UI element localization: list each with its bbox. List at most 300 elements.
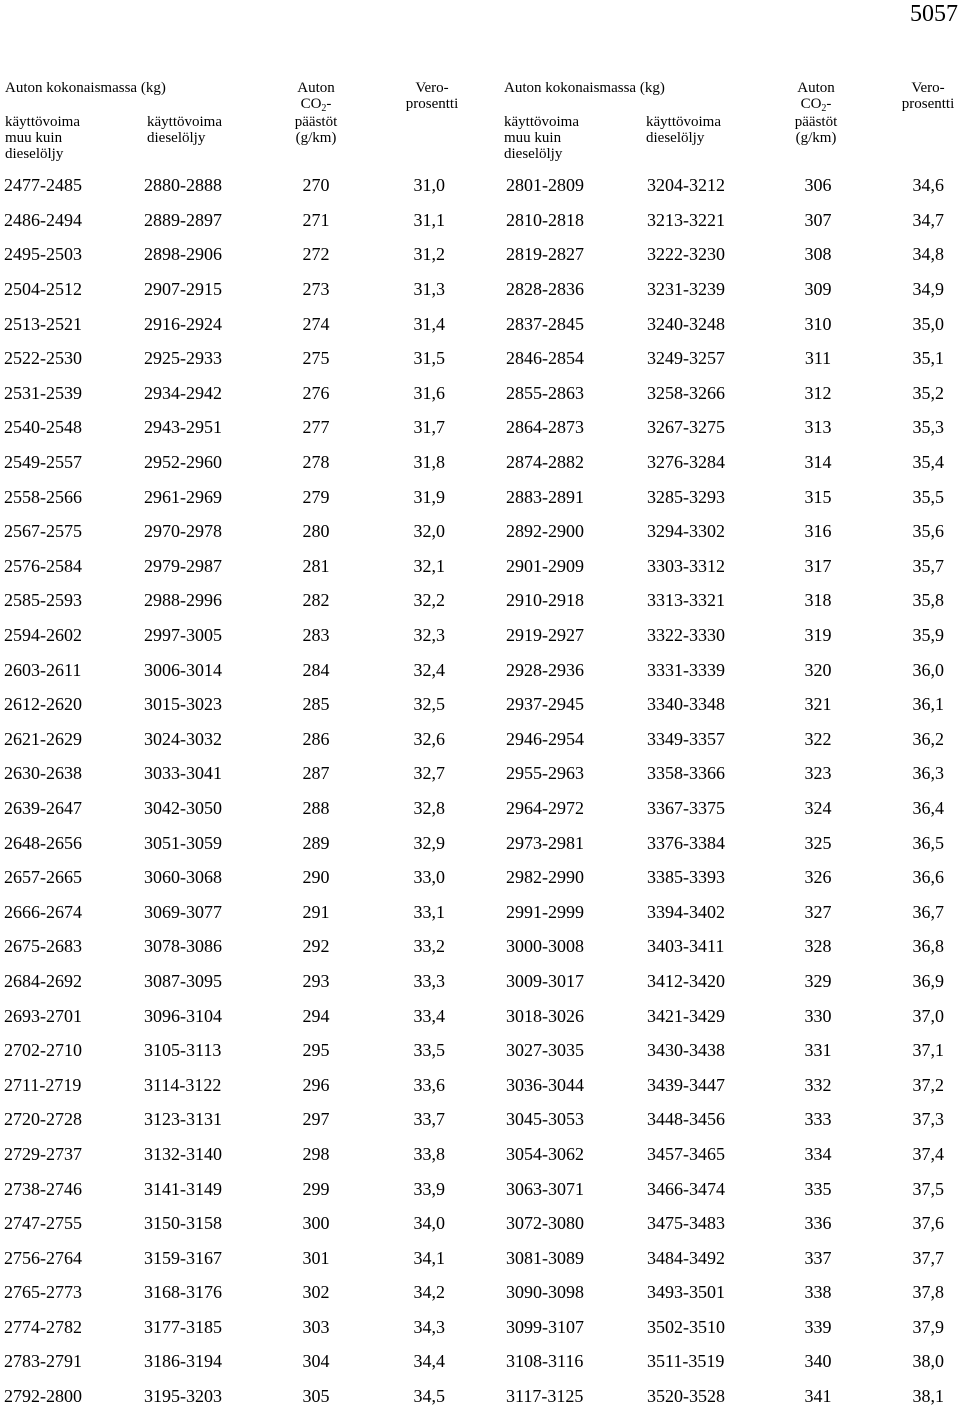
cell-tax-rate-right: 37,4 bbox=[912, 1143, 944, 1164]
cell-mass-other-right: 2919-2927 bbox=[506, 625, 584, 646]
table-row bbox=[0, 237, 960, 272]
cell-tax-rate-right: 34,8 bbox=[912, 244, 944, 265]
cell-mass-diesel-right: 3502-3510 bbox=[647, 1316, 725, 1337]
cell-tax-rate-left: 31,2 bbox=[413, 244, 445, 265]
cell-mass-other-right: 3099-3107 bbox=[506, 1316, 584, 1337]
cell-tax-rate-right: 35,8 bbox=[912, 590, 944, 611]
header-mass-group-left: Auton kokonaismassa (kg) bbox=[5, 80, 166, 96]
cell-co2-right: 329 bbox=[804, 970, 832, 991]
cell-co2-right: 337 bbox=[804, 1247, 832, 1268]
cell-mass-other-left: 2675-2683 bbox=[4, 936, 82, 957]
column-gap bbox=[452, 756, 502, 791]
cell-mass-diesel-left: 3078-3086 bbox=[144, 936, 222, 957]
cell-co2-left: 276 bbox=[302, 382, 330, 403]
cell-mass-other-right: 3009-3017 bbox=[506, 970, 584, 991]
table-row bbox=[0, 203, 960, 238]
table-row bbox=[0, 618, 960, 653]
table-row bbox=[0, 998, 960, 1033]
column-gap bbox=[452, 618, 502, 653]
cell-mass-other-right: 3045-3053 bbox=[506, 1109, 584, 1130]
table-row bbox=[0, 1240, 960, 1275]
cell-co2-right: 341 bbox=[804, 1386, 832, 1407]
cell-tax-rate-right: 37,6 bbox=[912, 1213, 944, 1234]
tax-rate-table bbox=[0, 168, 960, 1413]
cell-tax-rate-right: 35,2 bbox=[912, 382, 944, 403]
cell-mass-other-left: 2540-2548 bbox=[4, 417, 82, 438]
column-gap bbox=[452, 860, 502, 895]
cell-mass-other-left: 2648-2656 bbox=[4, 832, 82, 853]
cell-mass-diesel-right: 3421-3429 bbox=[647, 1005, 725, 1026]
cell-tax-rate-left: 33,6 bbox=[413, 1074, 445, 1095]
cell-mass-diesel-left: 3051-3059 bbox=[144, 832, 222, 853]
cell-mass-diesel-left: 2952-2960 bbox=[144, 452, 222, 473]
cell-mass-other-left: 2729-2737 bbox=[4, 1143, 82, 1164]
cell-mass-diesel-left: 3114-3122 bbox=[144, 1074, 222, 1095]
cell-mass-diesel-left: 3006-3014 bbox=[144, 659, 222, 680]
cell-tax-rate-left: 33,7 bbox=[413, 1109, 445, 1130]
cell-mass-diesel-right: 3511-3519 bbox=[647, 1351, 725, 1372]
cell-tax-rate-right: 36,3 bbox=[912, 763, 944, 784]
column-gap bbox=[452, 1206, 502, 1241]
cell-mass-other-left: 2495-2503 bbox=[4, 244, 82, 265]
cell-tax-rate-left: 31,8 bbox=[413, 452, 445, 473]
cell-mass-diesel-right: 3367-3375 bbox=[647, 797, 725, 818]
cell-tax-rate-left: 32,9 bbox=[413, 832, 445, 853]
cell-tax-rate-right: 37,8 bbox=[912, 1282, 944, 1303]
column-gap bbox=[452, 376, 502, 411]
cell-tax-rate-left: 31,3 bbox=[413, 279, 445, 300]
cell-mass-diesel-right: 3240-3248 bbox=[647, 313, 725, 334]
cell-tax-rate-left: 31,5 bbox=[413, 348, 445, 369]
cell-mass-other-right: 2810-2818 bbox=[506, 209, 584, 230]
cell-mass-other-left: 2783-2791 bbox=[4, 1351, 82, 1372]
cell-mass-diesel-right: 3213-3221 bbox=[647, 209, 725, 230]
cell-mass-diesel-left: 3069-3077 bbox=[144, 901, 222, 922]
cell-tax-rate-left: 34,4 bbox=[413, 1351, 445, 1372]
column-gap bbox=[452, 1137, 502, 1172]
cell-co2-right: 316 bbox=[804, 521, 832, 542]
cell-mass-other-right: 2883-2891 bbox=[506, 486, 584, 507]
cell-tax-rate-right: 37,3 bbox=[912, 1109, 944, 1130]
column-gap bbox=[452, 1102, 502, 1137]
cell-tax-rate-right: 35,9 bbox=[912, 625, 944, 646]
cell-co2-left: 292 bbox=[302, 936, 330, 957]
cell-mass-other-right: 2892-2900 bbox=[506, 521, 584, 542]
cell-tax-rate-right: 36,2 bbox=[912, 728, 944, 749]
cell-co2-right: 306 bbox=[804, 175, 832, 196]
cell-mass-diesel-left: 3060-3068 bbox=[144, 867, 222, 888]
cell-mass-other-right: 2910-2918 bbox=[506, 590, 584, 611]
cell-tax-rate-left: 34,2 bbox=[413, 1282, 445, 1303]
table-row bbox=[0, 1171, 960, 1206]
header-co2-right: Auton $CO_2-$ päästöt (g/km) bbox=[794, 80, 838, 146]
cell-mass-diesel-right: 3394-3402 bbox=[647, 901, 725, 922]
cell-tax-rate-right: 35,4 bbox=[912, 452, 944, 473]
cell-mass-other-left: 2693-2701 bbox=[4, 1005, 82, 1026]
table-row bbox=[0, 1137, 960, 1172]
cell-mass-diesel-right: 3258-3266 bbox=[647, 382, 725, 403]
cell-co2-right: 315 bbox=[804, 486, 832, 507]
cell-co2-right: 314 bbox=[804, 452, 832, 473]
table-row bbox=[0, 652, 960, 687]
cell-mass-diesel-right: 3340-3348 bbox=[647, 694, 725, 715]
cell-mass-other-left: 2657-2665 bbox=[4, 867, 82, 888]
cell-mass-diesel-right: 3520-3528 bbox=[647, 1386, 725, 1407]
table-row bbox=[0, 341, 960, 376]
header-diesel-left: käyttövoima dieselöljy bbox=[147, 114, 222, 146]
cell-co2-right: 312 bbox=[804, 382, 832, 403]
cell-mass-other-right: 3018-3026 bbox=[506, 1005, 584, 1026]
table-row bbox=[0, 272, 960, 307]
cell-mass-other-left: 2549-2557 bbox=[4, 452, 82, 473]
cell-mass-diesel-left: 2943-2951 bbox=[144, 417, 222, 438]
cell-co2-right: 332 bbox=[804, 1074, 832, 1095]
cell-co2-left: 300 bbox=[302, 1213, 330, 1234]
cell-co2-left: 271 bbox=[302, 209, 330, 230]
cell-mass-diesel-right: 3448-3456 bbox=[647, 1109, 725, 1130]
cell-mass-other-left: 2594-2602 bbox=[4, 625, 82, 646]
cell-tax-rate-left: 32,6 bbox=[413, 728, 445, 749]
cell-mass-diesel-right: 3484-3492 bbox=[647, 1247, 725, 1268]
cell-mass-other-right: 3108-3116 bbox=[506, 1351, 584, 1372]
column-gap bbox=[452, 791, 502, 826]
cell-mass-other-right: 2864-2873 bbox=[506, 417, 584, 438]
header-mass-group-right: Auton kokonaismassa (kg) bbox=[504, 80, 665, 96]
table-row bbox=[0, 687, 960, 722]
cell-mass-diesel-right: 3231-3239 bbox=[647, 279, 725, 300]
cell-mass-diesel-right: 3349-3357 bbox=[647, 728, 725, 749]
cell-mass-other-left: 2603-2611 bbox=[4, 659, 82, 680]
cell-mass-diesel-left: 3150-3158 bbox=[144, 1213, 222, 1234]
cell-tax-rate-left: 33,3 bbox=[413, 970, 445, 991]
cell-mass-diesel-right: 3331-3339 bbox=[647, 659, 725, 680]
cell-mass-diesel-right: 3403-3411 bbox=[647, 936, 725, 957]
cell-mass-other-left: 2684-2692 bbox=[4, 970, 82, 991]
page-number: 5057 bbox=[910, 1, 958, 27]
column-gap bbox=[452, 168, 502, 203]
cell-mass-diesel-left: 3105-3113 bbox=[144, 1040, 222, 1061]
cell-mass-other-left: 2702-2710 bbox=[4, 1040, 82, 1061]
cell-co2-right: 313 bbox=[804, 417, 832, 438]
column-gap bbox=[452, 203, 502, 238]
cell-co2-right: 321 bbox=[804, 694, 832, 715]
cell-mass-other-right: 2837-2845 bbox=[506, 313, 584, 334]
cell-mass-other-left: 2504-2512 bbox=[4, 279, 82, 300]
cell-tax-rate-left: 33,9 bbox=[413, 1178, 445, 1199]
column-gap bbox=[452, 1310, 502, 1345]
column-gap bbox=[452, 652, 502, 687]
cell-mass-diesel-left: 2961-2969 bbox=[144, 486, 222, 507]
cell-co2-left: 286 bbox=[302, 728, 330, 749]
cell-co2-left: 293 bbox=[302, 970, 330, 991]
cell-co2-right: 334 bbox=[804, 1143, 832, 1164]
cell-mass-diesel-right: 3276-3284 bbox=[647, 452, 725, 473]
column-gap bbox=[452, 964, 502, 999]
cell-mass-other-right: 2937-2945 bbox=[506, 694, 584, 715]
table-body bbox=[0, 168, 960, 1413]
column-gap bbox=[452, 341, 502, 376]
cell-co2-left: 304 bbox=[302, 1351, 330, 1372]
header-other-fuel-right: käyttövoima muu kuin dieselöljy bbox=[504, 114, 579, 162]
table-row bbox=[0, 860, 960, 895]
column-gap bbox=[452, 1240, 502, 1275]
header-co2-left: Auton $CO_2-$ päästöt (g/km) bbox=[294, 80, 338, 146]
cell-co2-right: 335 bbox=[804, 1178, 832, 1199]
column-gap bbox=[452, 306, 502, 341]
cell-mass-diesel-left: 2925-2933 bbox=[144, 348, 222, 369]
cell-co2-left: 297 bbox=[302, 1109, 330, 1130]
cell-mass-other-right: 3117-3125 bbox=[506, 1386, 584, 1407]
cell-tax-rate-left: 32,7 bbox=[413, 763, 445, 784]
cell-mass-diesel-left: 2934-2942 bbox=[144, 382, 222, 403]
cell-mass-other-left: 2522-2530 bbox=[4, 348, 82, 369]
cell-tax-rate-left: 33,5 bbox=[413, 1040, 445, 1061]
cell-mass-other-right: 2973-2981 bbox=[506, 832, 584, 853]
cell-mass-other-left: 2738-2746 bbox=[4, 1178, 82, 1199]
cell-co2-left: 289 bbox=[302, 832, 330, 853]
cell-tax-rate-right: 35,7 bbox=[912, 555, 944, 576]
cell-co2-left: 275 bbox=[302, 348, 330, 369]
cell-mass-other-right: 3027-3035 bbox=[506, 1040, 584, 1061]
cell-mass-other-right: 2874-2882 bbox=[506, 452, 584, 473]
cell-mass-diesel-right: 3303-3312 bbox=[647, 555, 725, 576]
column-gap bbox=[452, 1033, 502, 1068]
table-row bbox=[0, 1067, 960, 1102]
column-gap bbox=[452, 1379, 502, 1413]
cell-mass-diesel-left: 2970-2978 bbox=[144, 521, 222, 542]
column-gap bbox=[452, 687, 502, 722]
cell-co2-left: 282 bbox=[302, 590, 330, 611]
cell-tax-rate-left: 31,4 bbox=[413, 313, 445, 334]
cell-mass-other-right: 2928-2936 bbox=[506, 659, 584, 680]
cell-tax-rate-left: 31,9 bbox=[413, 486, 445, 507]
cell-co2-left: 283 bbox=[302, 625, 330, 646]
cell-tax-rate-left: 32,2 bbox=[413, 590, 445, 611]
cell-tax-rate-left: 31,6 bbox=[413, 382, 445, 403]
cell-mass-other-right: 2846-2854 bbox=[506, 348, 584, 369]
cell-mass-other-left: 2630-2638 bbox=[4, 763, 82, 784]
table-row bbox=[0, 929, 960, 964]
cell-co2-left: 273 bbox=[302, 279, 330, 300]
table-row bbox=[0, 722, 960, 757]
cell-mass-diesel-left: 2997-3005 bbox=[144, 625, 222, 646]
cell-tax-rate-left: 33,8 bbox=[413, 1143, 445, 1164]
cell-mass-other-right: 2955-2963 bbox=[506, 763, 584, 784]
cell-tax-rate-right: 35,5 bbox=[912, 486, 944, 507]
cell-mass-diesel-right: 3358-3366 bbox=[647, 763, 725, 784]
table-row bbox=[0, 479, 960, 514]
cell-mass-diesel-left: 3096-3104 bbox=[144, 1005, 222, 1026]
cell-co2-left: 280 bbox=[302, 521, 330, 542]
table-row bbox=[0, 306, 960, 341]
cell-mass-other-right: 2946-2954 bbox=[506, 728, 584, 749]
cell-co2-left: 278 bbox=[302, 452, 330, 473]
cell-mass-other-left: 2558-2566 bbox=[4, 486, 82, 507]
cell-tax-rate-right: 34,6 bbox=[912, 175, 944, 196]
cell-tax-rate-left: 32,4 bbox=[413, 659, 445, 680]
table-row bbox=[0, 964, 960, 999]
column-gap bbox=[452, 722, 502, 757]
table-row bbox=[0, 168, 960, 203]
cell-tax-rate-left: 33,1 bbox=[413, 901, 445, 922]
cell-mass-diesel-right: 3313-3321 bbox=[647, 590, 725, 611]
cell-co2-right: 330 bbox=[804, 1005, 832, 1026]
column-gap bbox=[452, 825, 502, 860]
cell-mass-diesel-right: 3294-3302 bbox=[647, 521, 725, 542]
table-row bbox=[0, 376, 960, 411]
column-gap bbox=[452, 1275, 502, 1310]
cell-tax-rate-right: 36,6 bbox=[912, 867, 944, 888]
table-row bbox=[0, 1206, 960, 1241]
cell-co2-left: 274 bbox=[302, 313, 330, 334]
column-gap bbox=[452, 583, 502, 618]
cell-mass-other-right: 3090-3098 bbox=[506, 1282, 584, 1303]
header-tax-right: Vero- prosentti bbox=[901, 80, 955, 112]
cell-co2-right: 318 bbox=[804, 590, 832, 611]
cell-mass-diesel-left: 3195-3203 bbox=[144, 1386, 222, 1407]
cell-tax-rate-right: 37,2 bbox=[912, 1074, 944, 1095]
cell-mass-diesel-left: 3159-3167 bbox=[144, 1247, 222, 1268]
table-row bbox=[0, 514, 960, 549]
cell-mass-other-left: 2576-2584 bbox=[4, 555, 82, 576]
cell-mass-diesel-left: 3024-3032 bbox=[144, 728, 222, 749]
cell-mass-diesel-right: 3285-3293 bbox=[647, 486, 725, 507]
column-gap bbox=[452, 514, 502, 549]
table-row bbox=[0, 756, 960, 791]
header-other-fuel-left: käyttövoima muu kuin dieselöljy bbox=[5, 114, 80, 162]
cell-co2-right: 322 bbox=[804, 728, 832, 749]
cell-tax-rate-right: 36,7 bbox=[912, 901, 944, 922]
cell-mass-diesel-left: 3186-3194 bbox=[144, 1351, 222, 1372]
cell-mass-diesel-right: 3457-3465 bbox=[647, 1143, 725, 1164]
column-gap bbox=[452, 479, 502, 514]
cell-co2-left: 290 bbox=[302, 867, 330, 888]
cell-co2-left: 303 bbox=[302, 1316, 330, 1337]
cell-co2-right: 323 bbox=[804, 763, 832, 784]
table-row bbox=[0, 825, 960, 860]
cell-mass-diesel-right: 3466-3474 bbox=[647, 1178, 725, 1199]
cell-mass-diesel-left: 2907-2915 bbox=[144, 279, 222, 300]
cell-mass-other-left: 2585-2593 bbox=[4, 590, 82, 611]
cell-mass-diesel-left: 3015-3023 bbox=[144, 694, 222, 715]
cell-co2-right: 328 bbox=[804, 936, 832, 957]
cell-tax-rate-right: 36,8 bbox=[912, 936, 944, 957]
cell-mass-other-right: 2828-2836 bbox=[506, 279, 584, 300]
cell-mass-diesel-left: 3042-3050 bbox=[144, 797, 222, 818]
cell-mass-other-right: 3000-3008 bbox=[506, 936, 584, 957]
cell-co2-right: 326 bbox=[804, 867, 832, 888]
cell-mass-diesel-right: 3430-3438 bbox=[647, 1040, 725, 1061]
cell-co2-right: 324 bbox=[804, 797, 832, 818]
header-tax-left: Vero- prosentti bbox=[405, 80, 459, 112]
cell-co2-right: 309 bbox=[804, 279, 832, 300]
cell-co2-left: 305 bbox=[302, 1386, 330, 1407]
cell-co2-left: 284 bbox=[302, 659, 330, 680]
column-gap bbox=[452, 410, 502, 445]
cell-mass-other-left: 2612-2620 bbox=[4, 694, 82, 715]
cell-co2-left: 272 bbox=[302, 244, 330, 265]
cell-mass-diesel-left: 3177-3185 bbox=[144, 1316, 222, 1337]
column-gap bbox=[452, 549, 502, 584]
cell-tax-rate-right: 35,0 bbox=[912, 313, 944, 334]
cell-mass-other-right: 2982-2990 bbox=[506, 867, 584, 888]
cell-co2-right: 340 bbox=[804, 1351, 832, 1372]
cell-mass-diesel-right: 3385-3393 bbox=[647, 867, 725, 888]
cell-co2-right: 320 bbox=[804, 659, 832, 680]
cell-tax-rate-left: 31,7 bbox=[413, 417, 445, 438]
cell-mass-other-right: 2901-2909 bbox=[506, 555, 584, 576]
cell-mass-diesel-right: 3204-3212 bbox=[647, 175, 725, 196]
cell-co2-right: 339 bbox=[804, 1316, 832, 1337]
cell-mass-diesel-left: 2979-2987 bbox=[144, 555, 222, 576]
cell-mass-other-left: 2747-2755 bbox=[4, 1213, 82, 1234]
cell-co2-right: 319 bbox=[804, 625, 832, 646]
table-row bbox=[0, 1344, 960, 1379]
cell-tax-rate-right: 34,9 bbox=[912, 279, 944, 300]
table-row bbox=[0, 445, 960, 480]
cell-co2-right: 327 bbox=[804, 901, 832, 922]
cell-mass-diesel-right: 3439-3447 bbox=[647, 1074, 725, 1095]
table-row bbox=[0, 1379, 960, 1413]
cell-mass-diesel-left: 2988-2996 bbox=[144, 590, 222, 611]
cell-co2-left: 302 bbox=[302, 1282, 330, 1303]
cell-mass-other-right: 3054-3062 bbox=[506, 1143, 584, 1164]
cell-tax-rate-right: 37,5 bbox=[912, 1178, 944, 1199]
cell-tax-rate-left: 32,3 bbox=[413, 625, 445, 646]
cell-tax-rate-right: 35,6 bbox=[912, 521, 944, 542]
cell-co2-right: 308 bbox=[804, 244, 832, 265]
cell-tax-rate-left: 32,0 bbox=[413, 521, 445, 542]
cell-tax-rate-left: 32,8 bbox=[413, 797, 445, 818]
cell-co2-left: 299 bbox=[302, 1178, 330, 1199]
cell-tax-rate-right: 38,1 bbox=[912, 1386, 944, 1407]
cell-mass-diesel-right: 3412-3420 bbox=[647, 970, 725, 991]
cell-mass-other-left: 2567-2575 bbox=[4, 521, 82, 542]
cell-mass-other-left: 2774-2782 bbox=[4, 1316, 82, 1337]
cell-tax-rate-right: 34,7 bbox=[912, 209, 944, 230]
cell-tax-rate-left: 34,3 bbox=[413, 1316, 445, 1337]
cell-mass-diesel-right: 3267-3275 bbox=[647, 417, 725, 438]
cell-mass-diesel-right: 3376-3384 bbox=[647, 832, 725, 853]
cell-co2-left: 288 bbox=[302, 797, 330, 818]
cell-co2-left: 270 bbox=[302, 175, 330, 196]
table-row bbox=[0, 549, 960, 584]
cell-mass-diesel-left: 2916-2924 bbox=[144, 313, 222, 334]
table-row bbox=[0, 583, 960, 618]
cell-tax-rate-right: 37,1 bbox=[912, 1040, 944, 1061]
cell-co2-right: 310 bbox=[804, 313, 832, 334]
cell-co2-left: 281 bbox=[302, 555, 330, 576]
table-row bbox=[0, 1310, 960, 1345]
cell-mass-other-left: 2720-2728 bbox=[4, 1109, 82, 1130]
cell-mass-diesel-left: 2889-2897 bbox=[144, 209, 222, 230]
cell-mass-other-left: 2666-2674 bbox=[4, 901, 82, 922]
cell-co2-left: 298 bbox=[302, 1143, 330, 1164]
cell-mass-other-right: 2801-2809 bbox=[506, 175, 584, 196]
cell-tax-rate-right: 38,0 bbox=[912, 1351, 944, 1372]
column-gap bbox=[452, 445, 502, 480]
table-row bbox=[0, 1033, 960, 1068]
cell-tax-rate-right: 37,0 bbox=[912, 1005, 944, 1026]
table-row bbox=[0, 894, 960, 929]
cell-mass-other-left: 2477-2485 bbox=[4, 175, 82, 196]
cell-mass-other-right: 3063-3071 bbox=[506, 1178, 584, 1199]
cell-tax-rate-left: 32,1 bbox=[413, 555, 445, 576]
cell-co2-left: 291 bbox=[302, 901, 330, 922]
cell-mass-other-left: 2621-2629 bbox=[4, 728, 82, 749]
cell-mass-other-left: 2765-2773 bbox=[4, 1282, 82, 1303]
cell-co2-right: 311 bbox=[804, 348, 832, 369]
